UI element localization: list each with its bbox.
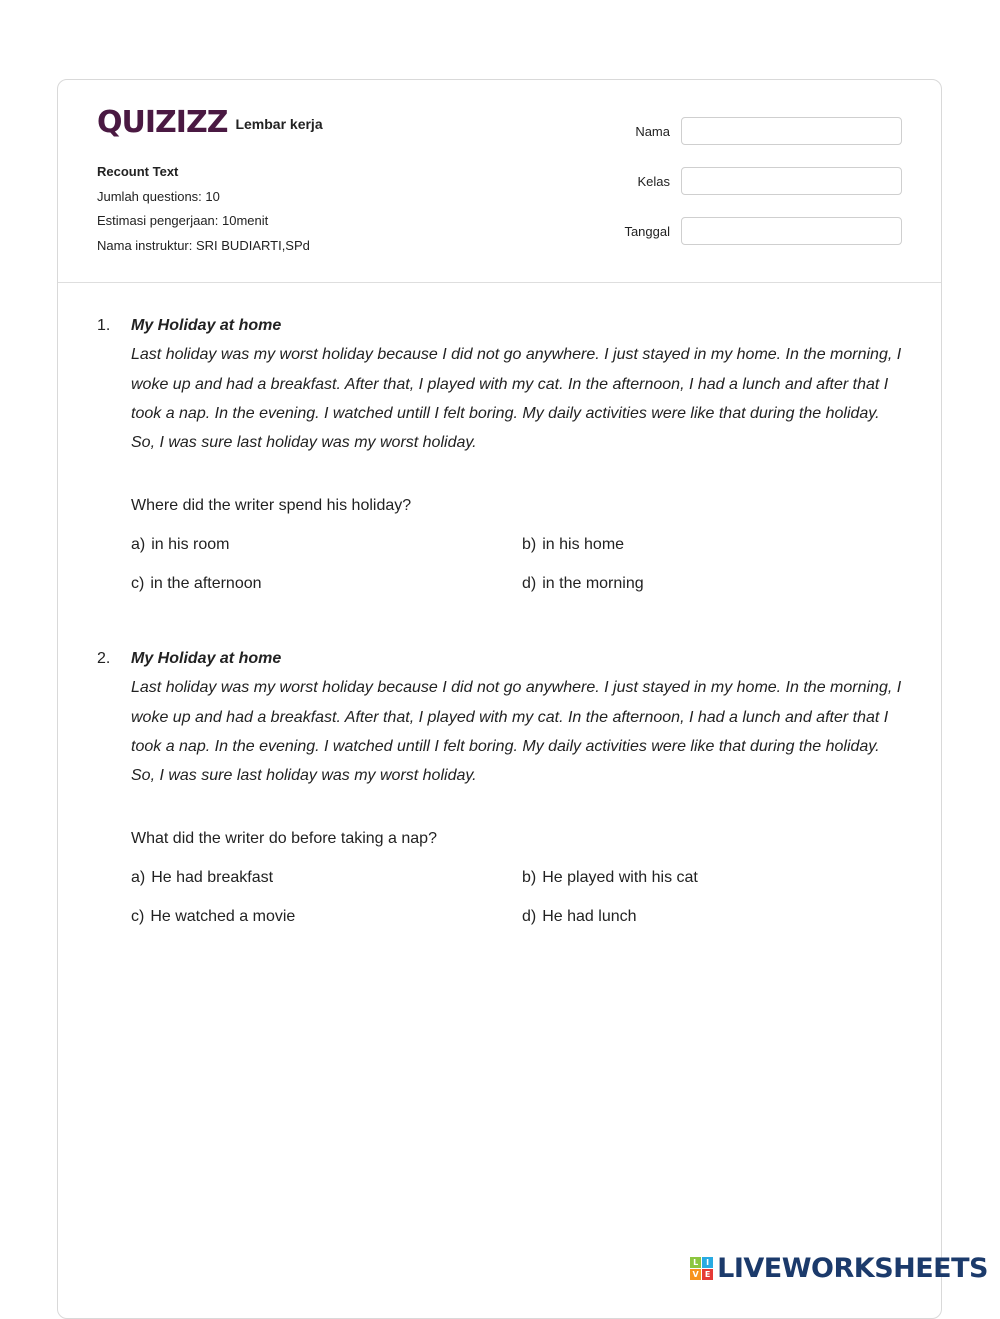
option-text: He had lunch bbox=[542, 908, 637, 926]
option-c[interactable] bbox=[131, 907, 522, 927]
question-body bbox=[131, 311, 907, 594]
date-label: Tanggal bbox=[624, 223, 670, 239]
liveworksheets-logo bbox=[690, 1255, 988, 1282]
option-text: in the morning bbox=[542, 575, 644, 593]
student-info-fields bbox=[624, 116, 902, 266]
worksheet-header bbox=[58, 80, 941, 283]
option-letter: c) bbox=[131, 575, 145, 593]
worksheet-meta bbox=[97, 160, 310, 258]
question-body bbox=[131, 644, 907, 927]
class-field-row bbox=[624, 166, 902, 196]
option-letter: a) bbox=[131, 869, 146, 887]
quizizz-logo: QUIZIZZ bbox=[97, 105, 228, 140]
option-text: He watched a movie bbox=[150, 908, 296, 926]
option-b[interactable] bbox=[522, 868, 913, 888]
option-letter: b) bbox=[522, 536, 537, 554]
answer-options bbox=[131, 868, 907, 927]
passage-text: Last holiday was my worst holiday because I did not go anywhere. I just stayed in my home. In the morning, I woke up and had a breakfast. After that, I played with my cat. In the afternoon, I had a lunch and after that I took a nap. In the evening. I watched untill I felt boring. My daily activities were like that during the holiday. So, I was sure last holiday was my worst holiday. bbox=[131, 679, 902, 785]
option-letter: b) bbox=[522, 869, 537, 887]
tile-i: I bbox=[702, 1257, 713, 1268]
estimated-time: Estimasi pengerjaan: 10menit bbox=[97, 213, 269, 228]
passage-title: My Holiday at home bbox=[131, 650, 282, 667]
liveworksheets-wordmark: LIVEWORKSHEETS bbox=[717, 1253, 988, 1284]
worksheet-label: Lembar kerja bbox=[235, 116, 323, 132]
option-text: in his room bbox=[151, 536, 230, 554]
option-c[interactable] bbox=[131, 574, 522, 594]
class-label: Kelas bbox=[637, 173, 670, 189]
date-field-row bbox=[624, 216, 902, 246]
tile-l: L bbox=[690, 1257, 701, 1268]
question-prompt: What did the writer do before taking a nap? bbox=[131, 830, 437, 848]
option-letter: d) bbox=[522, 908, 537, 926]
name-label: Nama bbox=[635, 123, 670, 139]
class-input[interactable] bbox=[681, 167, 902, 195]
option-d[interactable] bbox=[522, 907, 913, 927]
question-prompt: Where did the writer spend his holiday? bbox=[131, 497, 412, 515]
option-d[interactable] bbox=[522, 574, 913, 594]
option-letter: d) bbox=[522, 575, 537, 593]
option-b[interactable] bbox=[522, 535, 913, 555]
option-a[interactable] bbox=[131, 535, 522, 555]
option-a[interactable] bbox=[131, 868, 522, 888]
instructor-name: Nama instruktur: SRI BUDIARTI,SPd bbox=[97, 237, 310, 253]
questions-count: Jumlah questions: 10 bbox=[97, 188, 220, 204]
option-text: in the afternoon bbox=[150, 575, 262, 593]
worksheet bbox=[57, 79, 942, 1319]
option-text: He had breakfast bbox=[151, 869, 274, 887]
passage-text: Last holiday was my worst holiday because I did not go anywhere. I just stayed in my home. In the morning, I woke up and had a breakfast. After that, I played with my cat. In the afternoon, I had a lunch and after that I took a nap. In the evening. I watched untill I felt boring. My daily activities were like that during the holiday. So, I was sure last holiday was my worst holiday. bbox=[131, 346, 902, 452]
option-letter: a) bbox=[131, 536, 146, 554]
tile-e: E bbox=[702, 1269, 713, 1280]
passage-title: My Holiday at home bbox=[131, 317, 282, 334]
answer-options bbox=[131, 535, 907, 594]
name-input[interactable] bbox=[681, 117, 902, 145]
name-field-row bbox=[624, 116, 902, 146]
tile-v: V bbox=[690, 1269, 701, 1280]
brand-row bbox=[97, 105, 323, 140]
option-text: in his home bbox=[542, 536, 625, 554]
worksheet-title: Recount Text bbox=[97, 164, 179, 179]
live-tiles-icon bbox=[690, 1257, 713, 1280]
option-letter: c) bbox=[131, 908, 145, 926]
option-text: He played with his cat bbox=[542, 869, 698, 887]
question-number: 2. bbox=[97, 650, 111, 667]
question-number: 1. bbox=[97, 317, 111, 334]
date-input[interactable] bbox=[681, 217, 902, 245]
